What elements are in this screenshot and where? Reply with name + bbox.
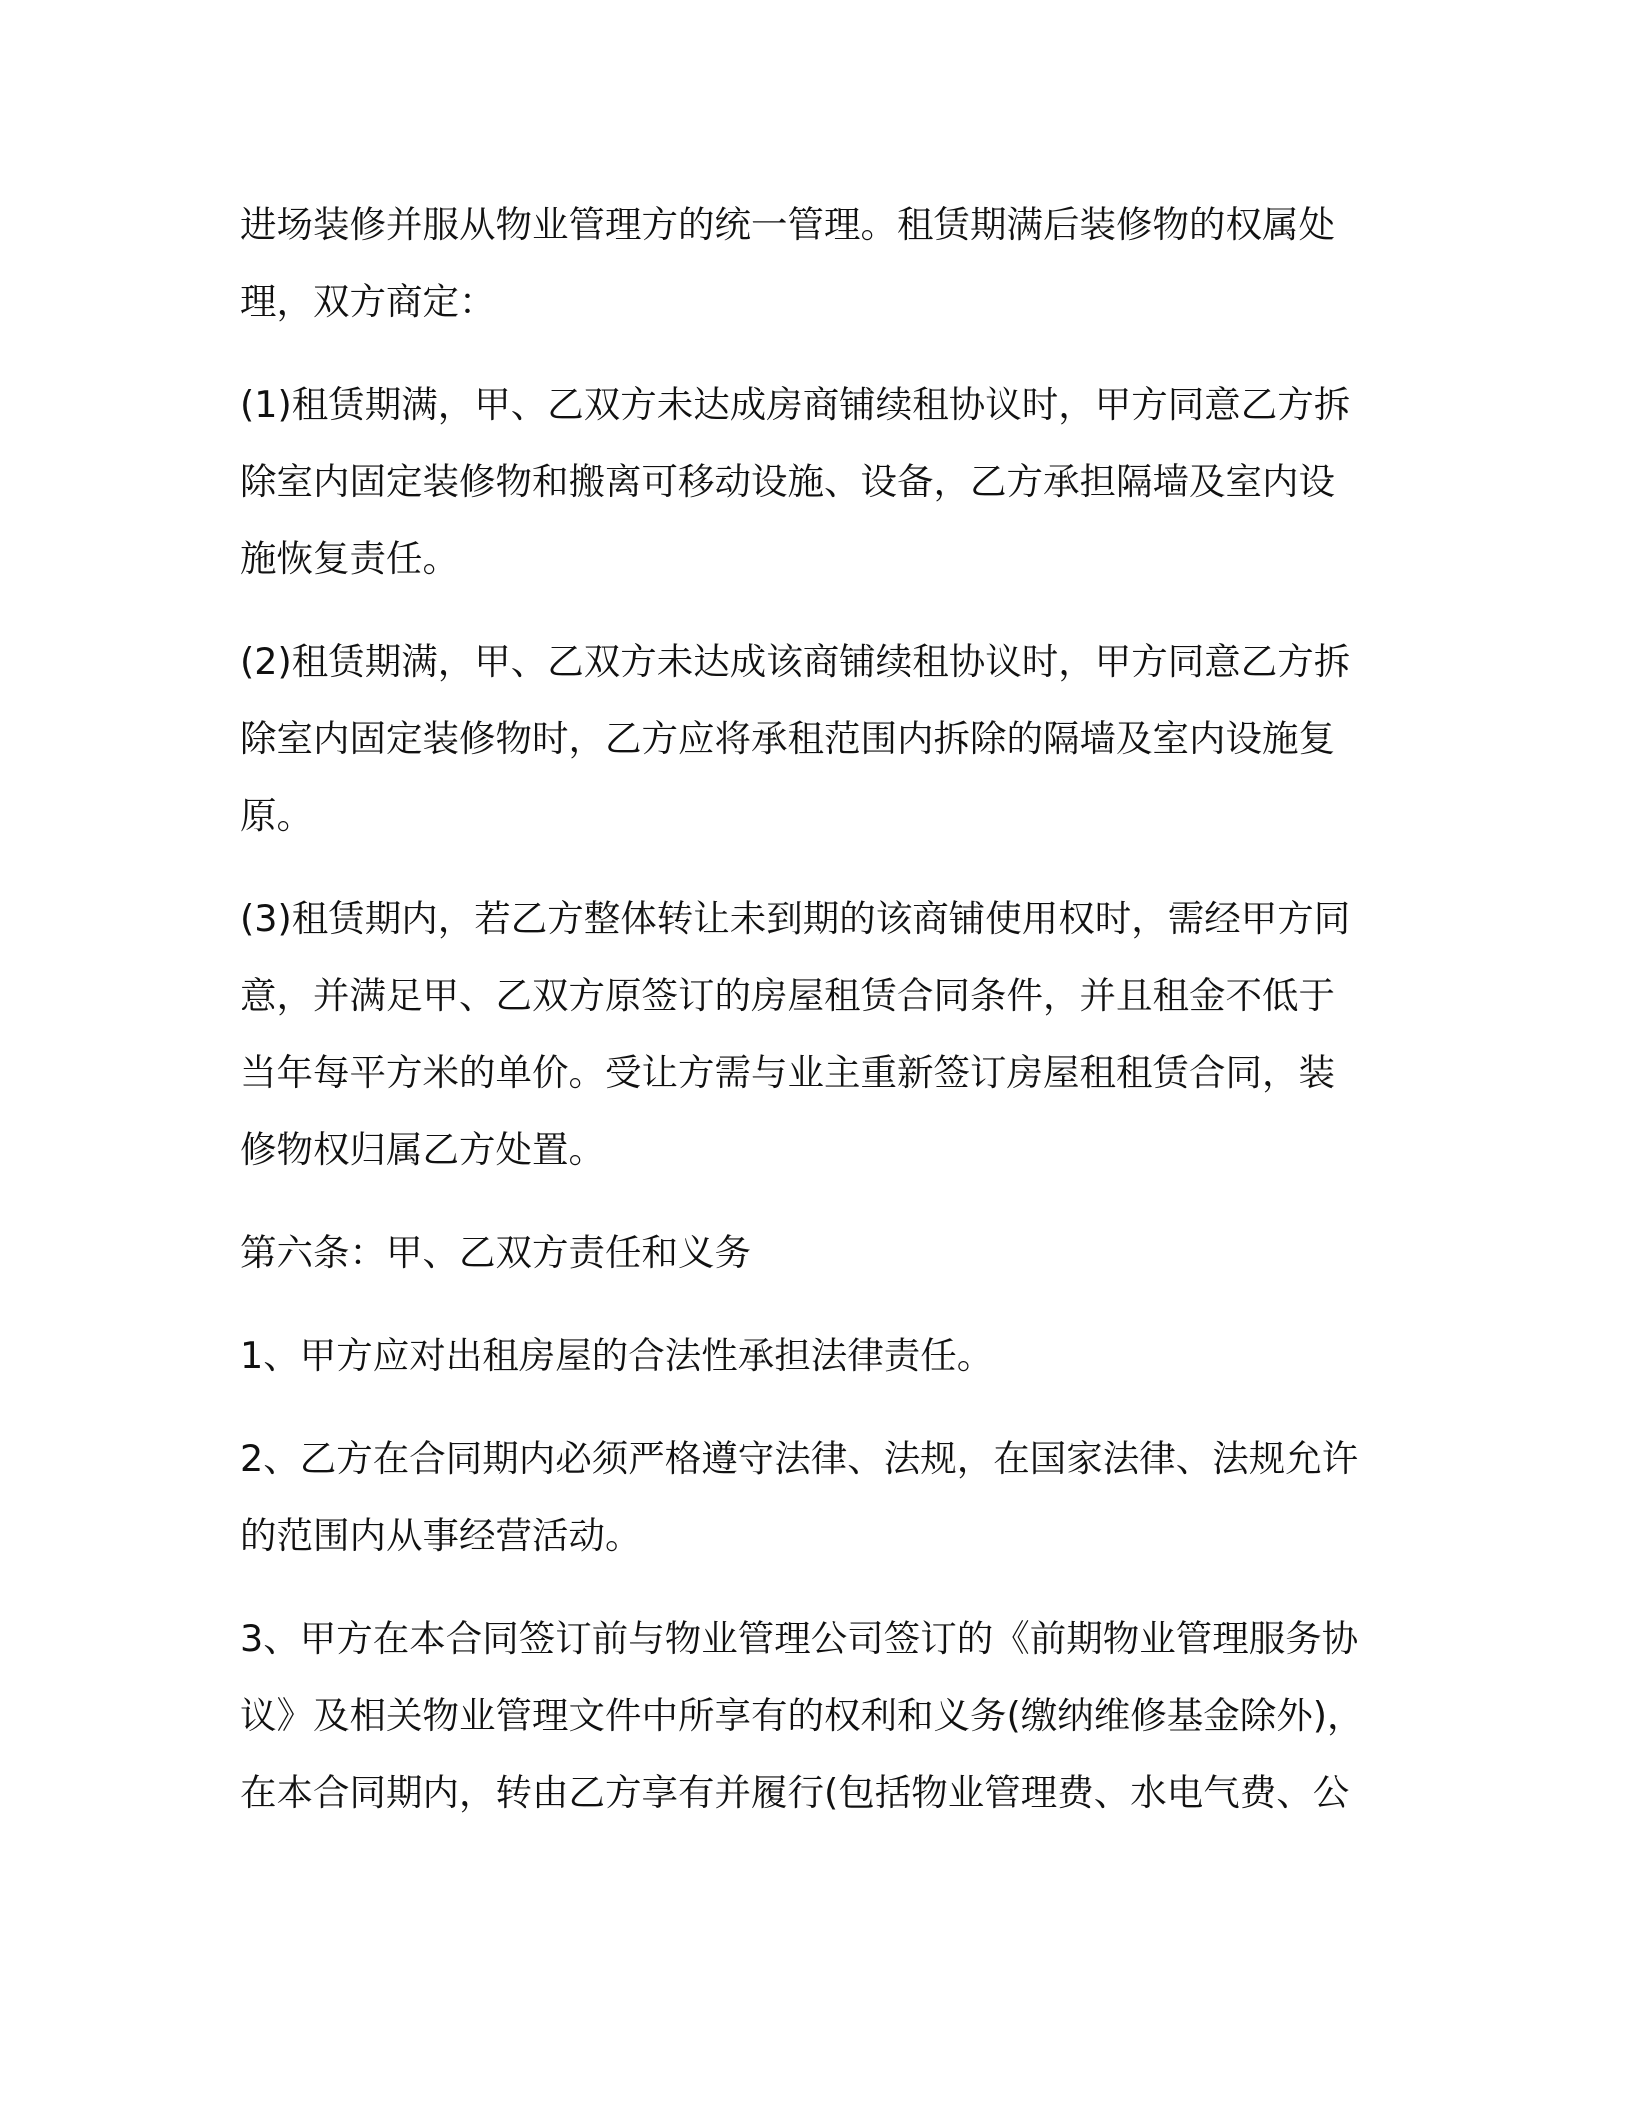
text-line: 2、乙方在合同期内必须严格遵守法律、法规，在国家法律、法规允许 — [240, 1437, 1359, 1480]
text-line: (1)租赁期满，甲、乙双方未达成房商铺续租协议时，甲方同意乙方拆 — [240, 383, 1351, 426]
text-line: 原。 — [240, 794, 313, 837]
paragraph-clause-1 — [240, 366, 1390, 597]
text-line: 当年每平方米的单价。受让方需与业主重新签订房屋租租赁合同，装 — [240, 1051, 1335, 1094]
paragraph-clause-3 — [240, 880, 1390, 1188]
text-line: 意，并满足甲、乙双方原签订的房屋租赁合同条件，并且租金不低于 — [240, 974, 1335, 1017]
text-line: (3)租赁期内，若乙方整体转让未到期的该商铺使用权时，需经甲方同 — [240, 897, 1351, 940]
text-line: 第六条：甲、乙双方责任和义务 — [240, 1231, 751, 1274]
text-line: 1、甲方应对出租房屋的合法性承担法律责任。 — [240, 1334, 994, 1377]
text-line: 进场装修并服从物业管理方的统一管理。租赁期满后装修物的权属处 — [240, 203, 1335, 246]
text-line: 修物权归属乙方处置。 — [240, 1128, 605, 1171]
paragraph-clause-2 — [240, 623, 1390, 854]
paragraph-decoration-ownership — [240, 186, 1390, 340]
paragraph-item-2 — [240, 1420, 1390, 1574]
text-line: 施恢复责任。 — [240, 537, 459, 580]
text-line: 理，双方商定： — [240, 280, 496, 323]
text-line: 议》及相关物业管理文件中所享有的权利和义务(缴纳维修基金除外)， — [240, 1694, 1364, 1737]
text-line: 3、甲方在本合同签订前与物业管理公司签订的《前期物业管理服务协 — [240, 1617, 1359, 1660]
text-line: 在本合同期内，转由乙方享有并履行(包括物业管理费、水电气费、公 — [240, 1771, 1350, 1814]
text-line: (2)租赁期满，甲、乙双方未达成该商铺续租协议时，甲方同意乙方拆 — [240, 640, 1351, 683]
paragraph-item-1 — [240, 1317, 1390, 1394]
text-line: 除室内固定装修物和搬离可移动设施、设备，乙方承担隔墙及室内设 — [240, 460, 1335, 503]
text-line: 除室内固定装修物时，乙方应将承租范围内拆除的隔墙及室内设施复 — [240, 717, 1335, 760]
section-heading-article-6 — [240, 1214, 1390, 1291]
document-page — [240, 186, 1390, 1857]
paragraph-item-3 — [240, 1600, 1390, 1831]
text-line: 的范围内从事经营活动。 — [240, 1514, 642, 1557]
